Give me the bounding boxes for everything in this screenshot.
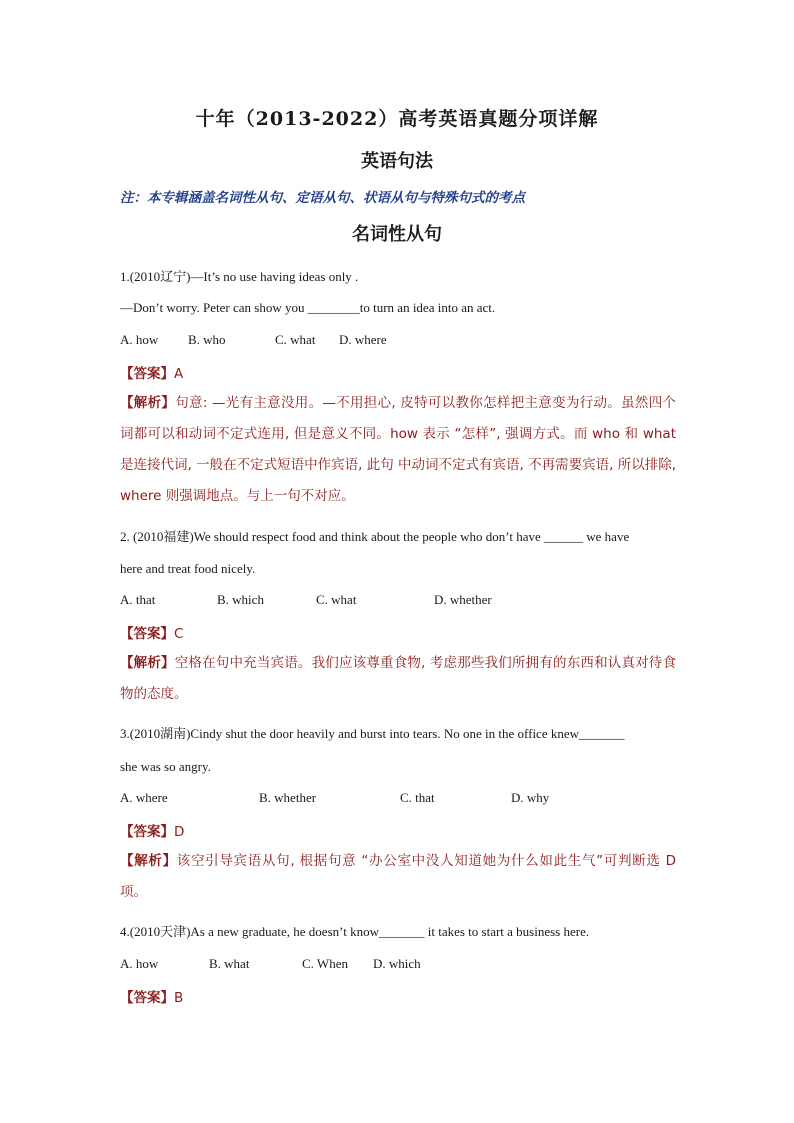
- question-3-explanation: [120, 846, 676, 908]
- option-c: C. When: [302, 956, 348, 971]
- question-2-stem-line1: 2. (2010福建)We should respect food and think about the people who don’t have ______ we have: [120, 529, 630, 544]
- answer-value: D: [174, 824, 185, 840]
- explanation-text: 空格在句中充当宾语。我们应该尊重食物, 考虑那些我们所拥有的东西和认真对待食物的态度。: [120, 655, 676, 702]
- option-b: B. who: [188, 332, 226, 347]
- question-3-stem-line2: she was so angry.: [120, 759, 211, 774]
- explanation-tag: 【解析】: [120, 853, 177, 869]
- option-d: D. whether: [434, 592, 492, 607]
- option-c: C. that: [400, 790, 435, 805]
- option-a: A. where: [120, 790, 168, 805]
- question-1-stem-line1: 1.(2010辽宁)—It’s no use having ideas only .: [120, 269, 359, 284]
- question-2-explanation: [120, 648, 676, 710]
- question-1-explanation: [120, 388, 676, 512]
- answer-tag: 【答案】: [120, 824, 174, 840]
- answer-tag: 【答案】: [120, 990, 174, 1006]
- question-3-stem-line1: 3.(2010湖南)Cindy shut the door heavily and burst into tears. No one in the office knew_______: [120, 726, 625, 741]
- option-d: D. why: [511, 790, 550, 805]
- answer-value: C: [174, 626, 184, 642]
- option-b: B. what: [209, 956, 250, 971]
- explanation-text: 句意: —光有主意没用。—不用担心, 皮特可以教你怎样把主意变为行动。虽然四个词都可以和动词不定式连用, 但是意义不同。how 表示 “怎样”, 强调方式。而 who 和 what 是连接代词, 一般在不定式短语中作宾语, 此句 中动词不定式有宾语, 不再需要宾语, 所以排除, where 则强调地点。与上一句不对应。: [120, 395, 677, 504]
- question-4-stem-line1: 4.(2010天津)As a new graduate, he doesn’t know_______ it takes to start a business here.: [120, 924, 590, 939]
- question-2-answer: [120, 622, 183, 642]
- page-subtitle: 英语句法: [361, 151, 433, 172]
- question-1-stem-line2: —Don’t worry. Peter can show you ________to turn an idea into an act.: [120, 300, 496, 315]
- answer-tag: 【答案】: [120, 366, 174, 382]
- option-b: B. whether: [259, 790, 317, 805]
- option-d: D. which: [373, 956, 421, 971]
- option-a: A. that: [120, 592, 156, 607]
- question-4-answer: [120, 986, 183, 1006]
- option-a: A. how: [120, 332, 159, 347]
- question-2-stem-line2: here and treat food nicely.: [120, 561, 256, 576]
- explanation-tag: 【解析】: [120, 655, 175, 671]
- answer-tag: 【答案】: [120, 626, 174, 642]
- explanation-tag: 【解析】: [120, 395, 176, 411]
- option-c: C. what: [316, 592, 357, 607]
- option-b: B. which: [217, 592, 264, 607]
- option-d: D. where: [339, 332, 387, 347]
- answer-value: B: [174, 990, 184, 1006]
- scope-note: 注：本专辑涵盖名词性从句、定语从句、状语从句与特殊句式的考点: [120, 190, 525, 206]
- question-3-answer: [120, 820, 184, 840]
- option-c: C. what: [275, 332, 316, 347]
- explanation-text: 该空引导宾语从句, 根据句意 “办公室中没人知道她为什么如此生气”可判断选 D 项。: [120, 853, 676, 900]
- section-title: 名词性从句: [352, 224, 442, 245]
- page-title: 十年（2013-2022）高考英语真题分项详解: [195, 108, 599, 130]
- question-1-answer: [120, 362, 183, 382]
- option-a: A. how: [120, 956, 159, 971]
- answer-value: A: [174, 366, 184, 382]
